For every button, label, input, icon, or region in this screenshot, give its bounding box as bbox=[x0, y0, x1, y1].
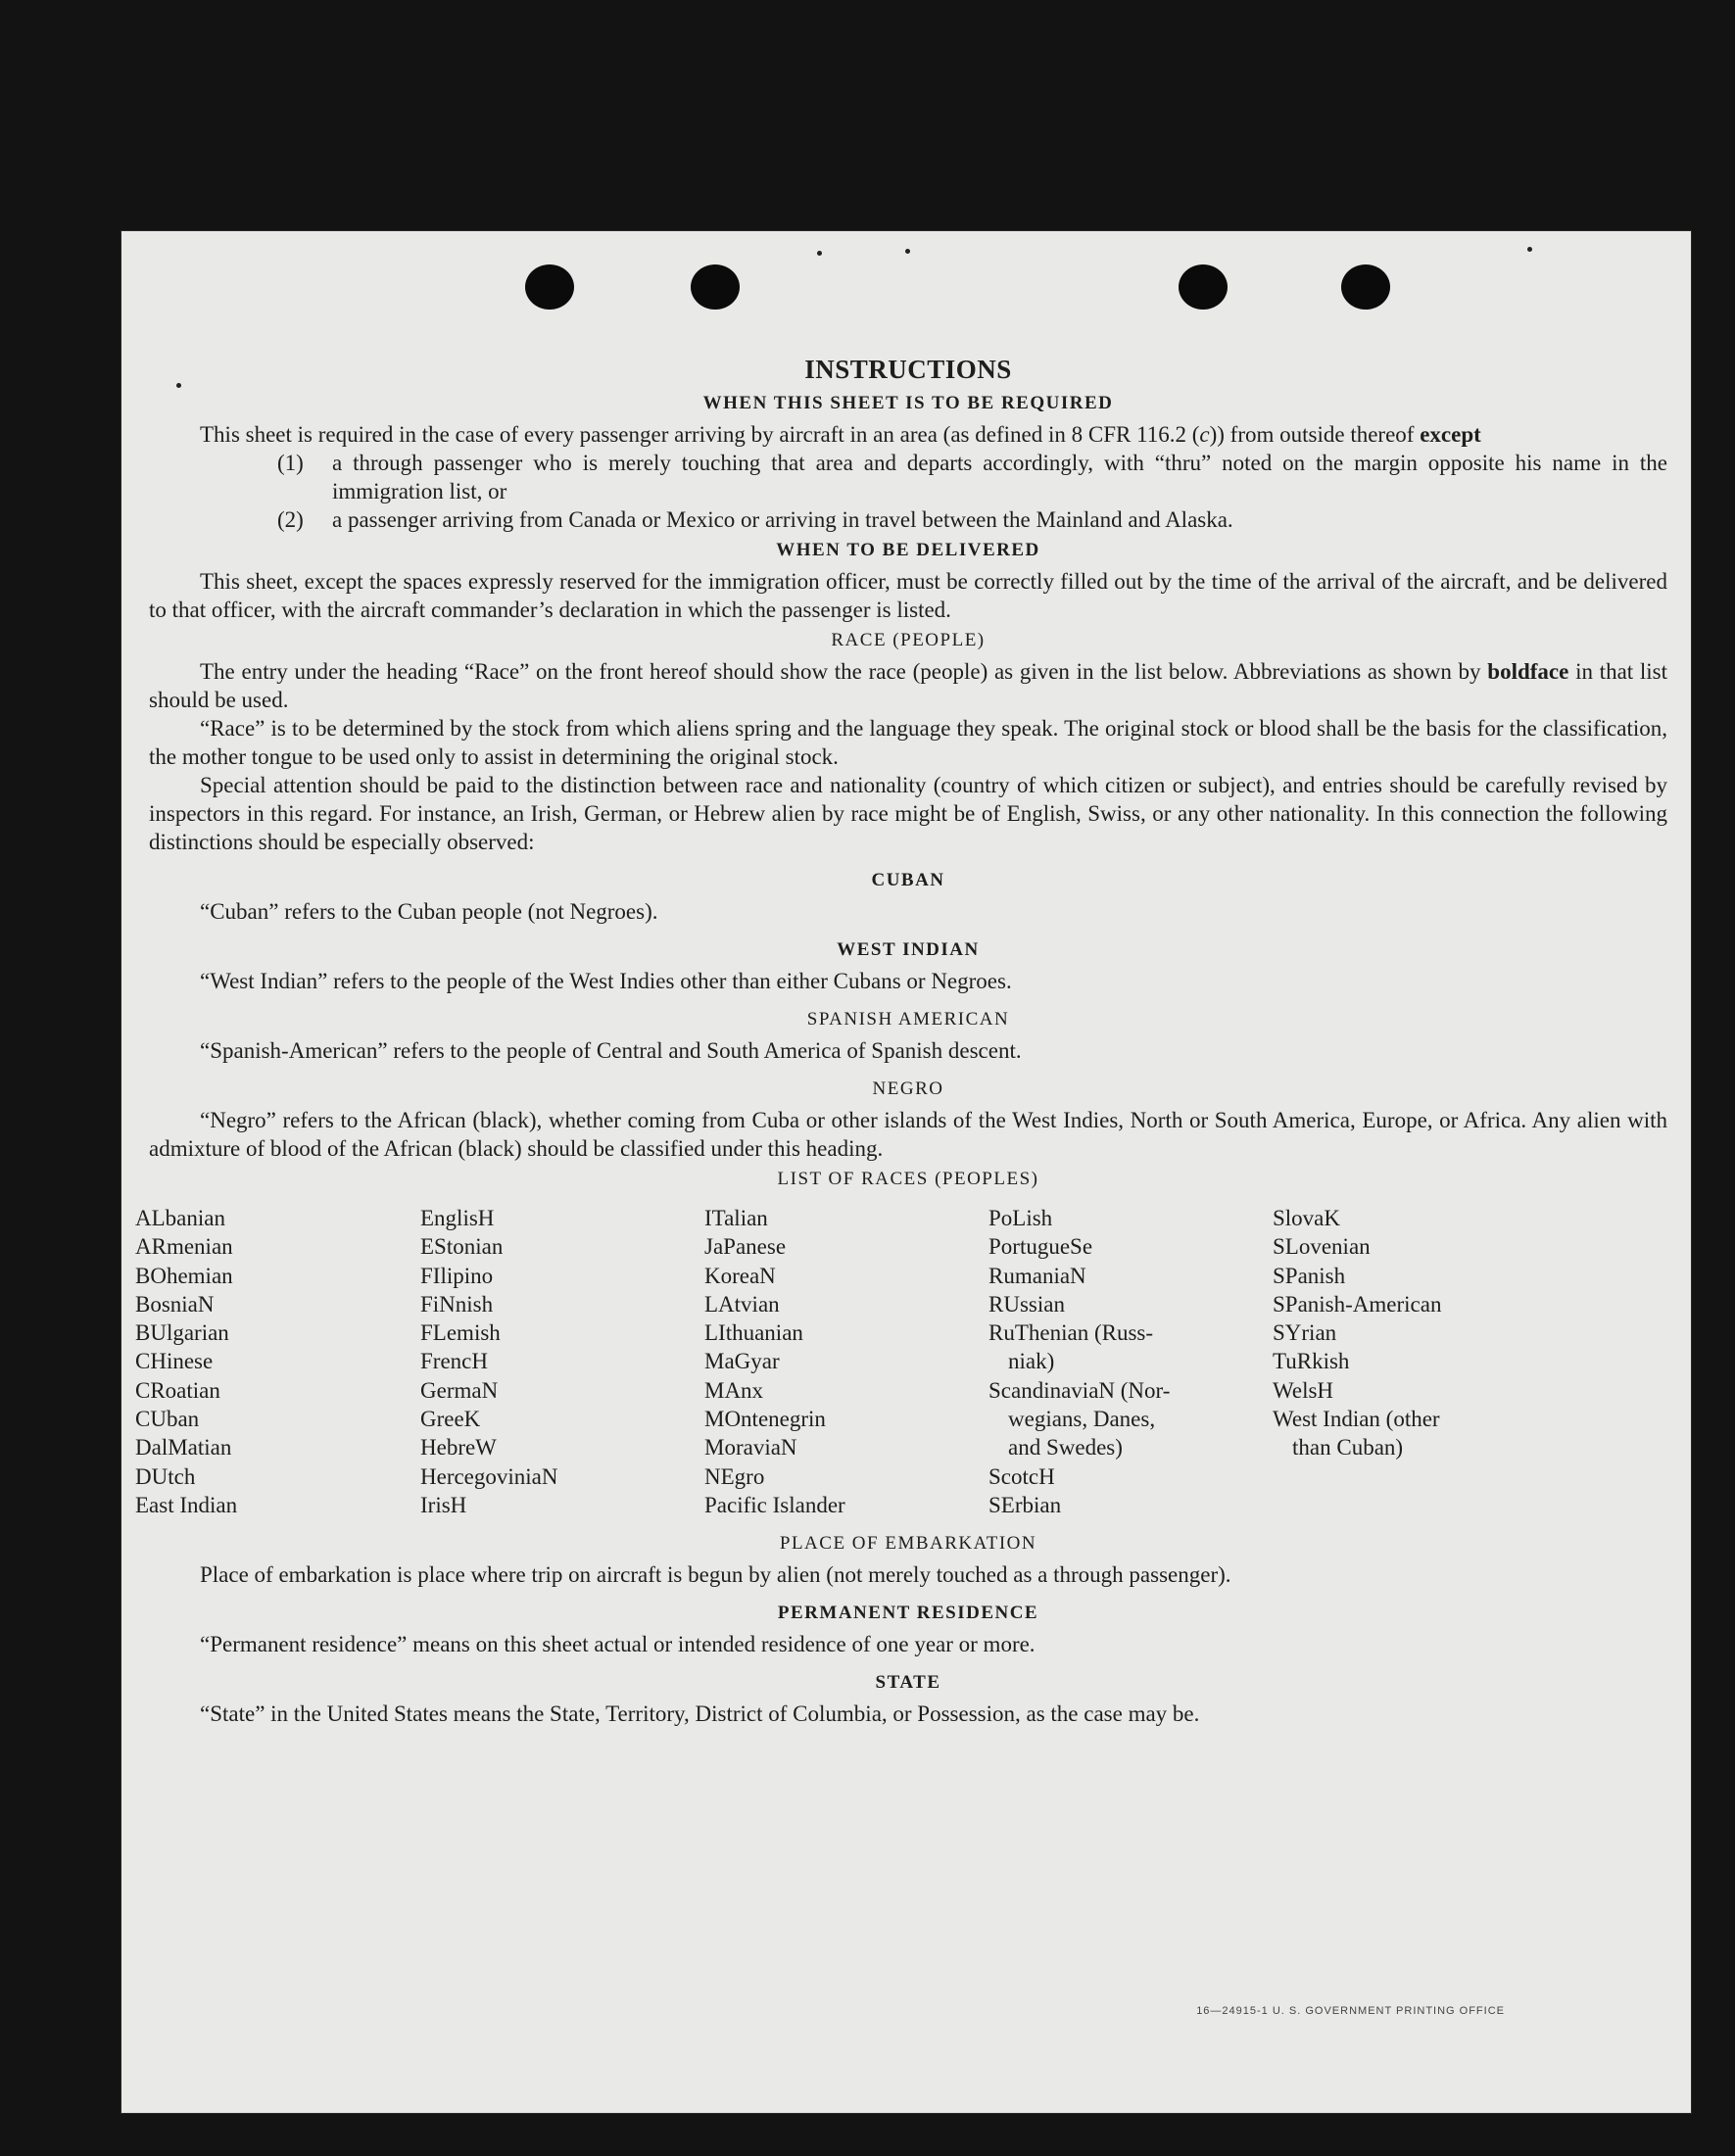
race-entry: RUssian bbox=[988, 1291, 1065, 1317]
cuban-text: “Cuban” refers to the Cuban people (not Negroes). bbox=[200, 899, 658, 924]
race-entry-continued: than Cuban) bbox=[1292, 1435, 1404, 1461]
race-list bbox=[135, 1204, 1667, 1519]
race-entry: SPanish bbox=[1273, 1263, 1346, 1288]
heading-embarkation: PLACE OF EMBARKATION bbox=[779, 1533, 1037, 1555]
speck bbox=[817, 251, 822, 256]
race-entry: FrencH bbox=[420, 1349, 488, 1374]
speck bbox=[905, 249, 910, 254]
race-column bbox=[988, 1204, 1273, 1519]
race-entry: WelsH bbox=[1273, 1377, 1334, 1403]
embarkation-text: Place of embarkation is place where trip on aircraft is begun by alien (not merely touched as a through passenger). bbox=[200, 1562, 1231, 1588]
instructions-content bbox=[135, 355, 1668, 1728]
item-number: (1) bbox=[277, 451, 304, 475]
item-text: a passenger arriving from Canada or Mexico or arriving in travel between the Mainland and Alaska. bbox=[332, 507, 1233, 532]
race-entry: HebreW bbox=[420, 1435, 497, 1461]
race-entry: DUtch bbox=[135, 1463, 196, 1489]
race-entry-continued: and Swedes) bbox=[1008, 1435, 1123, 1461]
race-entry: SPanish-American bbox=[1273, 1291, 1442, 1317]
race-column bbox=[1273, 1204, 1566, 1519]
heading-when-required: WHEN THIS SHEET IS TO BE REQUIRED bbox=[702, 393, 1114, 413]
race-entry: JaPanese bbox=[704, 1234, 787, 1260]
race-entry: SlovaK bbox=[1273, 1206, 1340, 1230]
heading-negro: NEGRO bbox=[872, 1078, 944, 1099]
speck bbox=[1527, 247, 1532, 252]
exception-item bbox=[149, 505, 1667, 534]
race-entry: West Indian (other bbox=[1273, 1407, 1440, 1432]
race-entry: EStonian bbox=[420, 1234, 504, 1260]
race-entry: Pacific Islander bbox=[704, 1492, 845, 1517]
race-column bbox=[135, 1204, 420, 1519]
spanish-american-text: “Spanish-American” refers to the people of Central and South America of Spanish descent. bbox=[200, 1038, 1022, 1063]
race-entry: LIthuanian bbox=[704, 1320, 803, 1346]
race-entry: ScandinaviaN (Nor- bbox=[988, 1377, 1171, 1403]
race-entry: GermaN bbox=[420, 1377, 499, 1403]
page-title: INSTRUCTIONS bbox=[804, 355, 1012, 384]
race-entry: CHinese bbox=[135, 1349, 214, 1374]
race-column bbox=[420, 1204, 704, 1519]
race-entry: RuThenian (Russ- bbox=[988, 1320, 1154, 1346]
race-entry: MAnx bbox=[704, 1377, 764, 1403]
punch-hole bbox=[525, 264, 574, 310]
heading-residence: PERMANENT RESIDENCE bbox=[777, 1603, 1039, 1624]
when-required-intro: This sheet is required in the case of every passenger arriving by aircraft in an area (as defined in 8 CFR 116.2 (c)) from outside thereof except bbox=[200, 422, 1481, 447]
race-paragraph-1: The entry under the heading “Race” on the front hereof should show the race (people) as given in the list below. Abbreviations as shown by boldface in that list should be used. bbox=[149, 659, 1668, 712]
race-column bbox=[704, 1204, 988, 1519]
race-entry: ARmenian bbox=[135, 1234, 233, 1260]
heading-when-delivered: WHEN TO BE DELIVERED bbox=[776, 540, 1040, 560]
race-entry: KoreaN bbox=[704, 1263, 776, 1288]
race-entry: HercegoviniaN bbox=[420, 1463, 558, 1489]
race-entry: TuRkish bbox=[1273, 1349, 1350, 1374]
heading-spanish-american: SPANISH AMERICAN bbox=[806, 1009, 1010, 1030]
race-entry: GreeK bbox=[420, 1407, 481, 1432]
item-text: a through passenger who is merely touching that area and departs accordingly, with “thru” noted on the margin opposite his name in the immigration list, or bbox=[332, 451, 1667, 503]
race-entry: MOntenegrin bbox=[704, 1407, 826, 1432]
state-text: “State” in the United States means the State, Territory, District of Columbia, or Possession, as the case may be. bbox=[200, 1701, 1200, 1727]
race-entry: PoLish bbox=[988, 1206, 1053, 1230]
race-entry-continued: niak) bbox=[1008, 1349, 1055, 1374]
heading-state: STATE bbox=[875, 1672, 941, 1694]
race-entry: ALbanian bbox=[135, 1206, 225, 1230]
race-paragraph-3: Special attention should be paid to the distinction between race and nationality (country of which citizen or subject), and entries should be carefully revised by inspectors in this regard. For instance, an Irish, German, or Hebrew alien by race might be of English, Swiss, or any other nationality. In this connection the following distinctions should be especially observed: bbox=[149, 773, 1667, 854]
west-indian-text: “West Indian” refers to the people of the West Indies other than either Cubans or Negroes. bbox=[200, 969, 1012, 993]
residence-text: “Permanent residence” means on this sheet actual or intended residence of one year or more. bbox=[200, 1632, 1036, 1657]
heading-cuban: CUBAN bbox=[871, 870, 945, 890]
race-entry: CRoatian bbox=[135, 1377, 220, 1403]
race-entry: BOhemian bbox=[135, 1263, 233, 1288]
race-entry: SLovenian bbox=[1273, 1234, 1371, 1260]
race-entry: FLemish bbox=[420, 1320, 501, 1346]
race-entry: LAtvian bbox=[704, 1291, 780, 1317]
race-entry: MoraviaN bbox=[704, 1435, 797, 1461]
race-entry: DalMatian bbox=[135, 1435, 232, 1461]
negro-text: “Negro” refers to the African (black), whether coming from Cuba or other islands of the West Indies, North or South America, Europe, or Africa. Any alien with admixture of blood of the African (black) should be classified under this heading. bbox=[149, 1108, 1667, 1161]
race-entry: CUban bbox=[135, 1407, 200, 1432]
race-entry: MaGyar bbox=[704, 1349, 780, 1374]
race-paragraph-2: “Race” is to be determined by the stock from which aliens spring and the language they speak. The original stock or blood shall be the basis for the classification, the mother tongue to be used only to assist in determining the original stock. bbox=[149, 716, 1667, 769]
item-number: (2) bbox=[277, 507, 304, 532]
race-entry: BosniaN bbox=[135, 1291, 215, 1317]
when-delivered-text: This sheet, except the spaces expressly reserved for the immigration officer, must be correctly filled out by the time of the arrival of the aircraft, and be delivered to that officer, with the aircraft commander’s declaration in which the passenger is listed. bbox=[149, 569, 1667, 622]
race-entry-continued: wegians, Danes, bbox=[1008, 1407, 1156, 1432]
race-entry: ScotcH bbox=[988, 1463, 1055, 1489]
race-entry: RumaniaN bbox=[988, 1263, 1086, 1288]
heading-race: RACE (PEOPLE) bbox=[831, 630, 986, 650]
punch-hole bbox=[691, 264, 740, 310]
race-entry: SErbian bbox=[988, 1492, 1062, 1517]
race-entry: IrisH bbox=[420, 1492, 467, 1517]
race-entry: FIlipino bbox=[420, 1263, 494, 1288]
race-entry: NEgro bbox=[704, 1463, 765, 1489]
race-entry: EnglisH bbox=[420, 1206, 495, 1230]
race-entry: SYrian bbox=[1273, 1320, 1337, 1346]
race-entry: BUlgarian bbox=[135, 1320, 229, 1346]
race-entry: East Indian bbox=[135, 1492, 238, 1517]
race-entry: ITalian bbox=[704, 1206, 768, 1230]
printing-office-code: 16—24915-1 U. S. GOVERNMENT PRINTING OFFICE bbox=[1196, 2005, 1505, 2017]
instruction-sheet bbox=[121, 231, 1691, 2113]
race-entry: PortugueSe bbox=[988, 1234, 1093, 1260]
punch-hole bbox=[1341, 264, 1390, 310]
heading-west-indian: WEST INDIAN bbox=[837, 939, 980, 960]
exception-item bbox=[149, 449, 1667, 505]
race-entry: FiNnish bbox=[420, 1291, 494, 1317]
heading-list-of-races: LIST OF RACES (PEOPLES) bbox=[777, 1169, 1039, 1189]
punch-hole bbox=[1179, 264, 1228, 310]
